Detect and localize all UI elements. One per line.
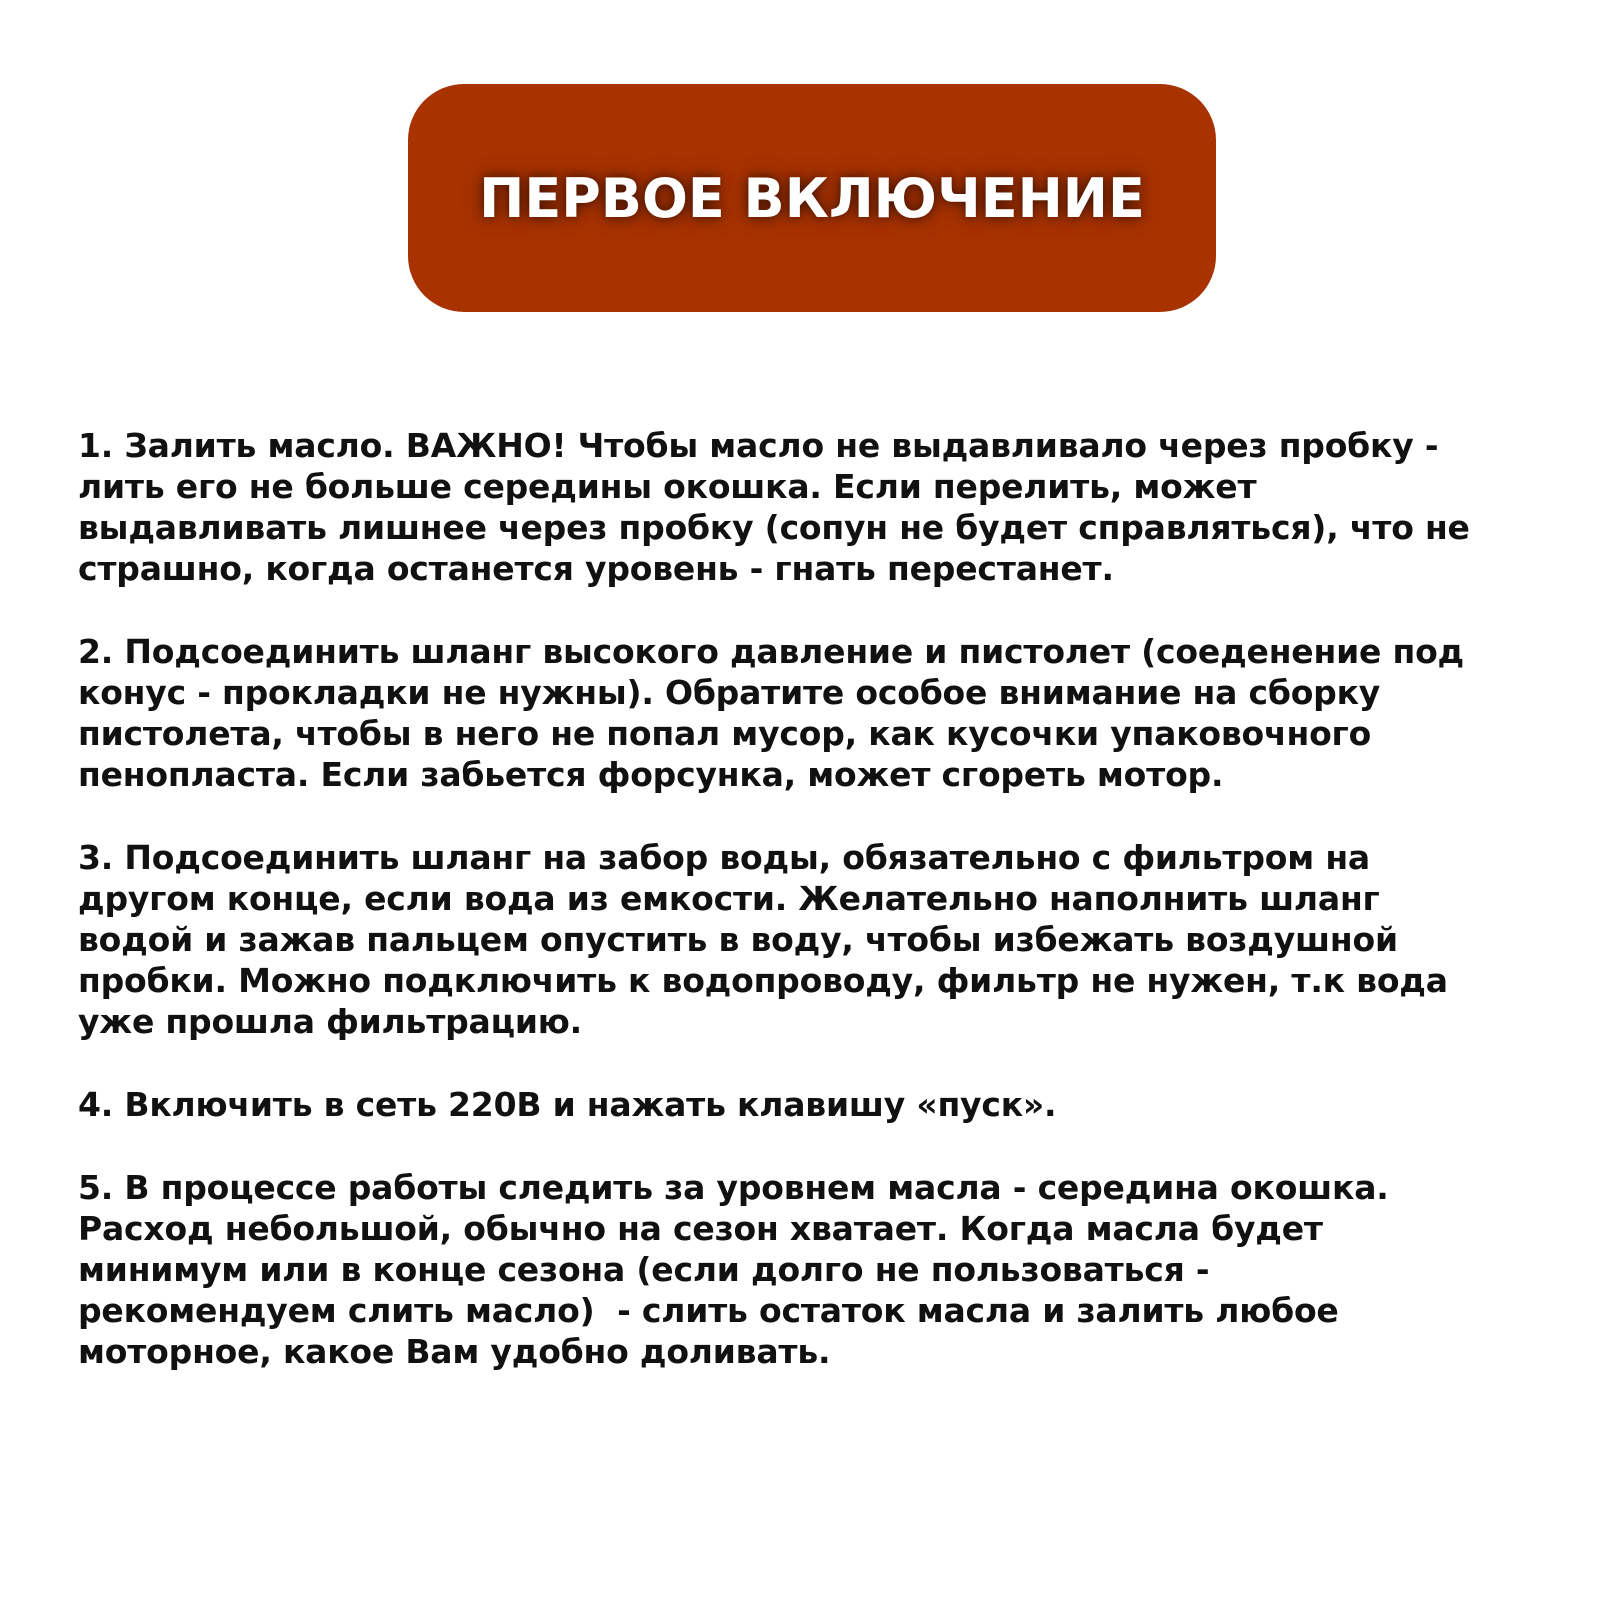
step-4-line-1: 4. Включить в сеть 220В и нажать клавишу «пуск». bbox=[78, 1085, 1057, 1124]
step-3-line-1: 3. Подсоединить шланг на забор воды, обязательно с фильтром на bbox=[78, 838, 1370, 877]
step-3 bbox=[78, 837, 1558, 1042]
step-2 bbox=[78, 631, 1558, 795]
step-2-line-2: конус - прокладки не нужны). Обратите особое внимание на сборку bbox=[78, 673, 1381, 712]
step-1 bbox=[78, 425, 1558, 589]
step-2-line-4: пенопласта. Если забьется форсунка, может сгореть мотор. bbox=[78, 755, 1224, 794]
step-5-line-3: минимум или в конце сезона (если долго не пользоваться - bbox=[78, 1250, 1210, 1289]
step-1-line-1: 1. Залить масло. ВАЖНО! Чтобы масло не выдавливало через пробку - bbox=[78, 426, 1439, 465]
step-2-line-1: 2. Подсоединить шланг высокого давление и пистолет (соеденение под bbox=[78, 632, 1464, 671]
step-2-line-3: пистолета, чтобы в него не попал мусор, как кусочки упаковочного bbox=[78, 714, 1372, 753]
step-1-line-2: лить его не больше середины окошка. Если перелить, может bbox=[78, 467, 1257, 506]
step-5-line-1: 5. В процессе работы следить за уровнем масла - середина окошка. bbox=[78, 1168, 1389, 1207]
step-1-line-4: страшно, когда останется уровень - гнать перестанет. bbox=[78, 549, 1114, 588]
step-3-line-3: водой и зажав пальцем опустить в воду, чтобы избежать воздушной bbox=[78, 920, 1398, 959]
title-badge bbox=[408, 84, 1216, 312]
step-5-line-4: рекомендуем слить масло) - слить остаток масла и залить любое bbox=[78, 1291, 1339, 1330]
step-3-line-5: уже прошла фильтрацию. bbox=[78, 1002, 583, 1041]
instructions-list bbox=[78, 425, 1558, 1414]
step-5-line-5: моторное, какое Вам удобно доливать. bbox=[78, 1332, 831, 1371]
step-3-line-4: пробки. Можно подключить к водопроводу, фильтр не нужен, т.к вода bbox=[78, 961, 1448, 1000]
page-title: ПЕРВОЕ ВКЛЮЧЕНИЕ bbox=[479, 166, 1145, 230]
step-3-line-2: другом конце, если вода из емкости. Желательно наполнить шланг bbox=[78, 879, 1380, 918]
step-4 bbox=[78, 1084, 1558, 1125]
step-5 bbox=[78, 1167, 1558, 1372]
step-1-line-3: выдавливать лишнее через пробку (сопун не будет справляться), что не bbox=[78, 508, 1470, 547]
step-5-line-2: Расход небольшой, обычно на сезон хватает. Когда масла будет bbox=[78, 1209, 1323, 1248]
